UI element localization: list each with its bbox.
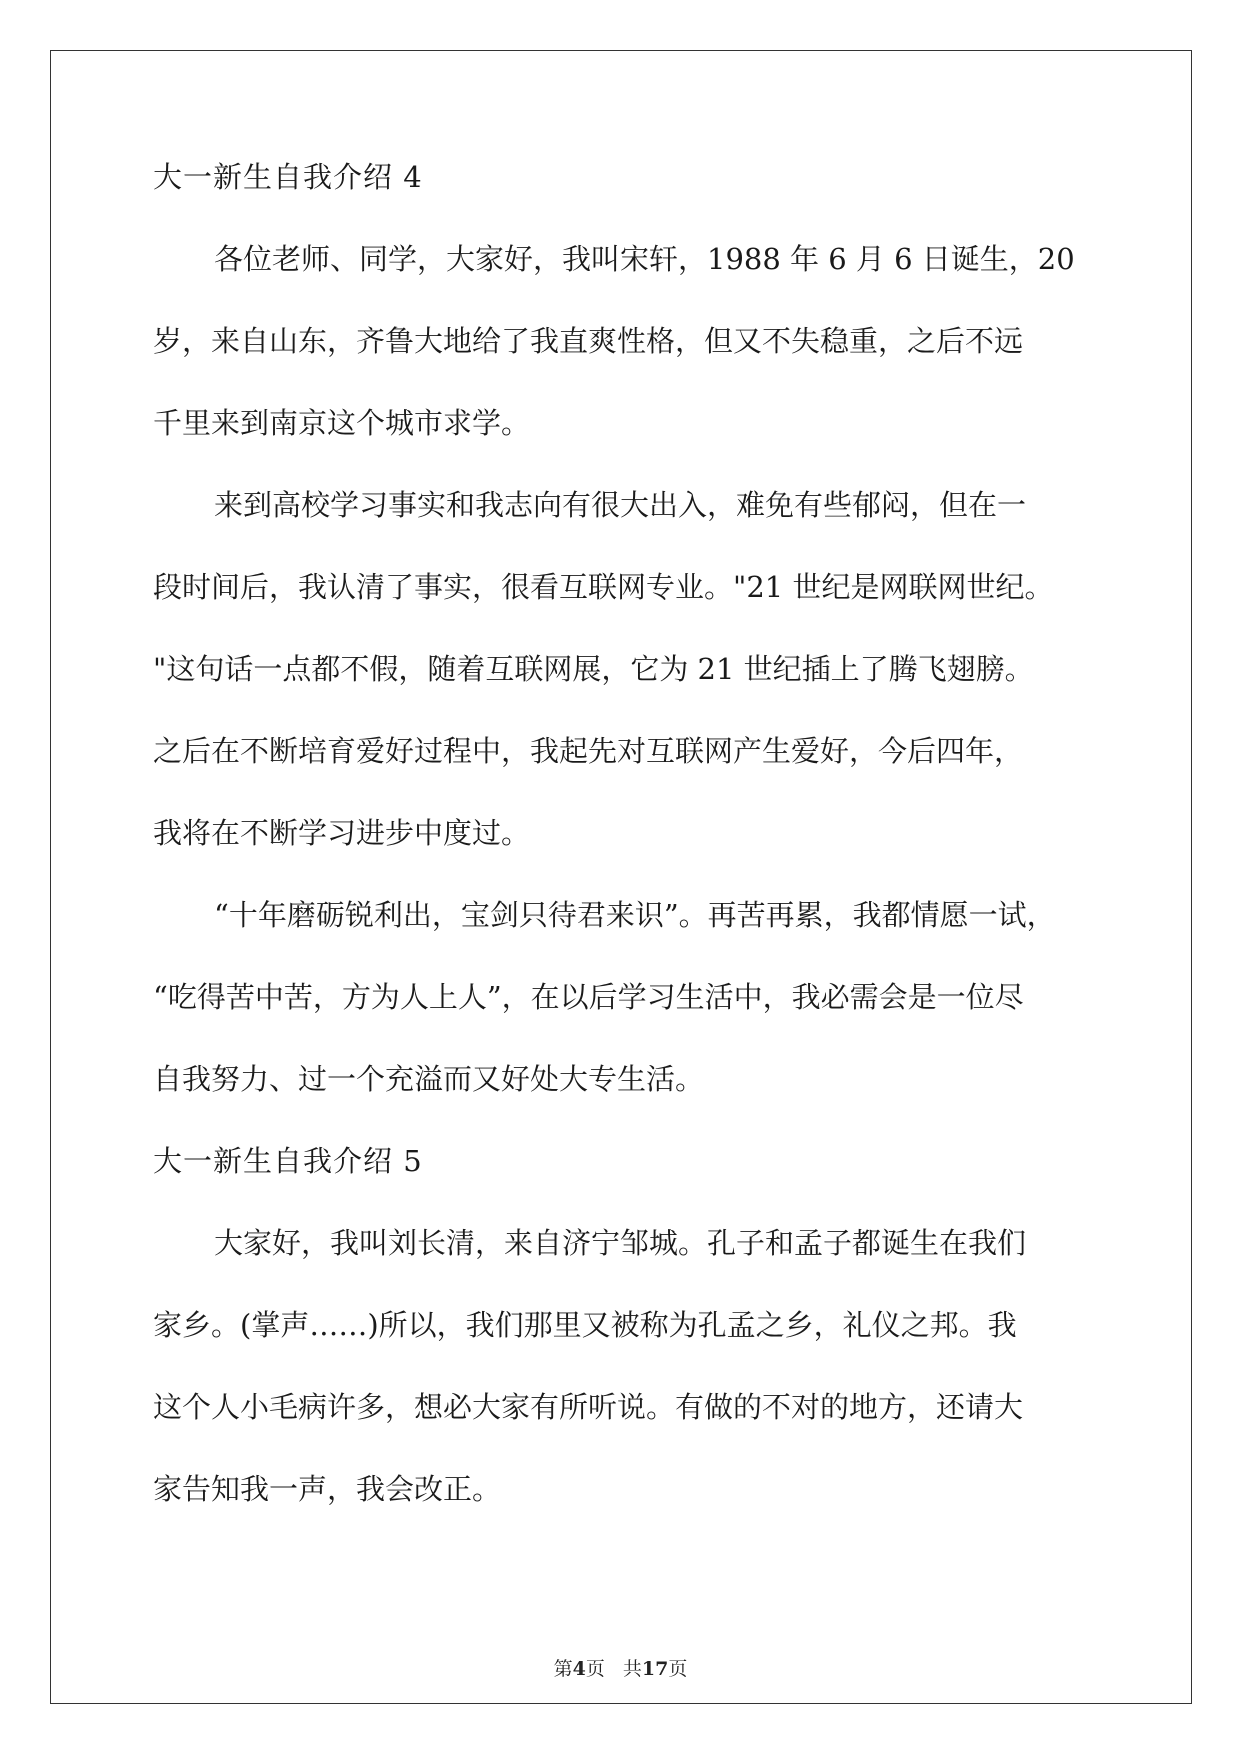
section-4-p2-line-5: 我将在不断学习进步中度过。 [153, 816, 531, 850]
document-body [153, 157, 1093, 1551]
section-5-p1-line-1: 大家好，我叫刘长清，来自济宁邹城。孔子和孟子都诞生在我们 [214, 1226, 1027, 1260]
section-5-p1-line-4: 家告知我一声，我会改正。 [153, 1472, 502, 1506]
page-footer [0, 1657, 1241, 1681]
section-5-title: 大一新生自我介绍 5 [153, 1144, 423, 1178]
section-4-p1-line-1: 各位老师、同学，大家好，我叫宋轩，1988 年 6 月 6 日诞生，20 [214, 242, 1075, 276]
section-4-p1-line-2: 岁，来自山东，齐鲁大地给了我直爽性格，但又不失稳重，之后不远 [153, 324, 1024, 358]
footer-page-suffix: 页 [585, 1658, 605, 1680]
section-4-p3-line-3: 自我努力、过一个充溢而又好处大专生活。 [153, 1062, 705, 1096]
footer-total-prefix: 共 [622, 1658, 642, 1680]
footer-page-number: 4 [572, 1658, 586, 1680]
section-4-p2-line-1: 来到高校学习事实和我志向有很大出入，难免有些郁闷，但在一 [214, 488, 1027, 522]
section-4-p2-line-4: 之后在不断培育爱好过程中，我起先对互联网产生爱好，今后四年， [153, 734, 1024, 768]
footer-page-prefix: 第 [553, 1658, 573, 1680]
section-4-p2-line-3: "这句话一点都不假，随着互联网展，它为 21 世纪插上了腾飞翅膀。 [153, 652, 1034, 686]
section-5-p1-line-2: 家乡。(掌声……)所以，我们那里又被称为孔孟之乡，礼仪之邦。我 [153, 1308, 1017, 1342]
footer-total-suffix: 页 [668, 1658, 688, 1680]
footer-total-pages: 17 [641, 1658, 669, 1680]
section-4-p1-line-3: 千里来到南京这个城市求学。 [153, 406, 531, 440]
section-4-p3-line-2: “吃得苦中苦，方为人上人”，在以后学习生活中，我必需会是一位尽 [153, 980, 1024, 1014]
section-4-p3-line-1: “十年磨砺锐利出，宝剑只待君来识”。再苦再累，我都情愿一试， [214, 898, 1056, 932]
section-4-title: 大一新生自我介绍 4 [153, 160, 423, 194]
section-4-p2-line-2: 段时间后，我认清了事实，很看互联网专业。"21 世纪是网联网世纪。 [153, 570, 1054, 604]
section-5-p1-line-3: 这个人小毛病许多，想必大家有所听说。有做的不对的地方，还请大 [153, 1390, 1024, 1424]
